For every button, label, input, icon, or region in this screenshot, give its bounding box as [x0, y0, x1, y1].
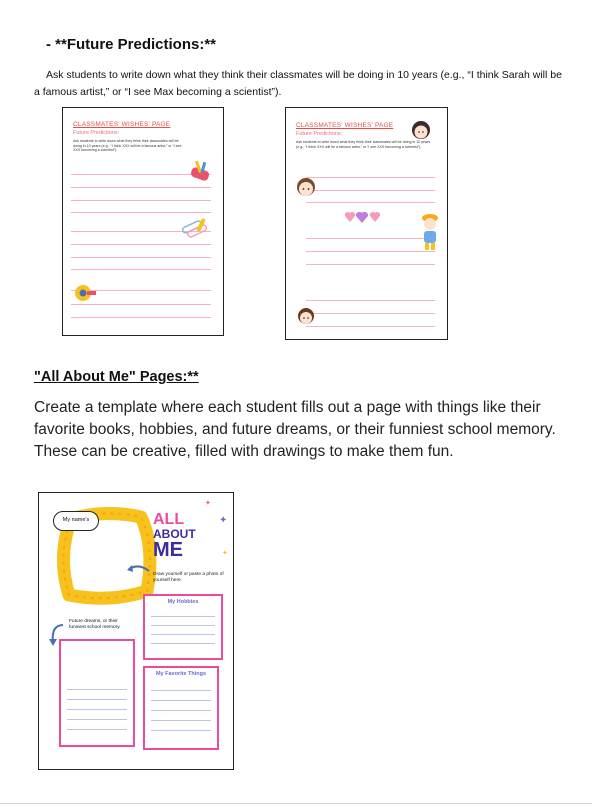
name-bubble	[53, 511, 99, 531]
kid-avatar-icon	[418, 212, 442, 252]
tape-icon	[73, 282, 97, 304]
girl-avatar-icon	[409, 118, 433, 144]
favorite-things-title: My Favorite Things	[155, 671, 207, 677]
dreams-box	[59, 639, 135, 747]
hobbies-title: My Hobbies	[167, 599, 199, 605]
worksheet-title: CLASSMATES' WISHES' PAGE	[296, 122, 394, 129]
page-divider	[0, 803, 592, 804]
all-about-me-heading: "All About Me" Pages:**	[34, 369, 199, 385]
name-label: My name's	[62, 517, 90, 523]
hobbies-box	[143, 594, 223, 660]
worksheet-subtitle: Future Predictions:	[73, 130, 120, 136]
all-about-me-template	[38, 492, 234, 770]
worksheet-instructions: Ask students to write down what they think their classmates will be doing in 10 years (e.g., “I think XXX will be a famous artist,” or “I see XXX becoming a scientist”).	[296, 140, 431, 149]
future-predictions-heading: - **Future Predictions:**	[46, 36, 217, 53]
boy-avatar-icon	[294, 176, 318, 200]
worksheet-thumbnail-2	[285, 107, 448, 340]
dreams-caption: Future dreams, or their funniest school memory.	[69, 619, 121, 630]
worksheet-title: CLASSMATES' WISHES' PAGE	[73, 121, 171, 128]
worksheet-subtitle: Future Predictions:	[296, 131, 343, 137]
child-avatar-icon	[296, 306, 316, 328]
title-me: ME	[153, 539, 183, 561]
sparkle-icon: ✦	[205, 500, 211, 507]
sparkle-icon: ✦	[219, 515, 228, 526]
sparkle-icon: ✦	[222, 550, 228, 557]
worksheet-thumbnail-1	[62, 107, 224, 336]
worksheet-instructions: Ask students to write down what they think their classmates will be doing in 10 years (e.g., “I think XXX will be a famous artist,” or “I see XXX becoming a scientist”).	[73, 139, 182, 153]
hearts-icon	[344, 210, 384, 226]
title-about: ABOUT	[153, 527, 196, 541]
pencil-case-icon	[188, 158, 214, 184]
future-predictions-text: Ask students to write down what they think their classmates will be doing in 10 years (e.g., “I think Sarah will be a famous artist,” or “I see Max becoming a scientist”).	[34, 69, 562, 98]
title-all: ALL	[153, 511, 185, 528]
arrow-icon	[125, 561, 151, 577]
photo-caption: Draw yourself or paste a photo of yourself here.	[153, 572, 224, 583]
paperclip-icon	[179, 216, 209, 240]
all-about-me-text: Create a template where each student fills out a page with things like their favorite books, hobbies, and future dreams, or their funniest school memory. These can be creative, filled with drawings to make them fun.	[34, 399, 556, 460]
favorite-things-box	[143, 666, 219, 750]
